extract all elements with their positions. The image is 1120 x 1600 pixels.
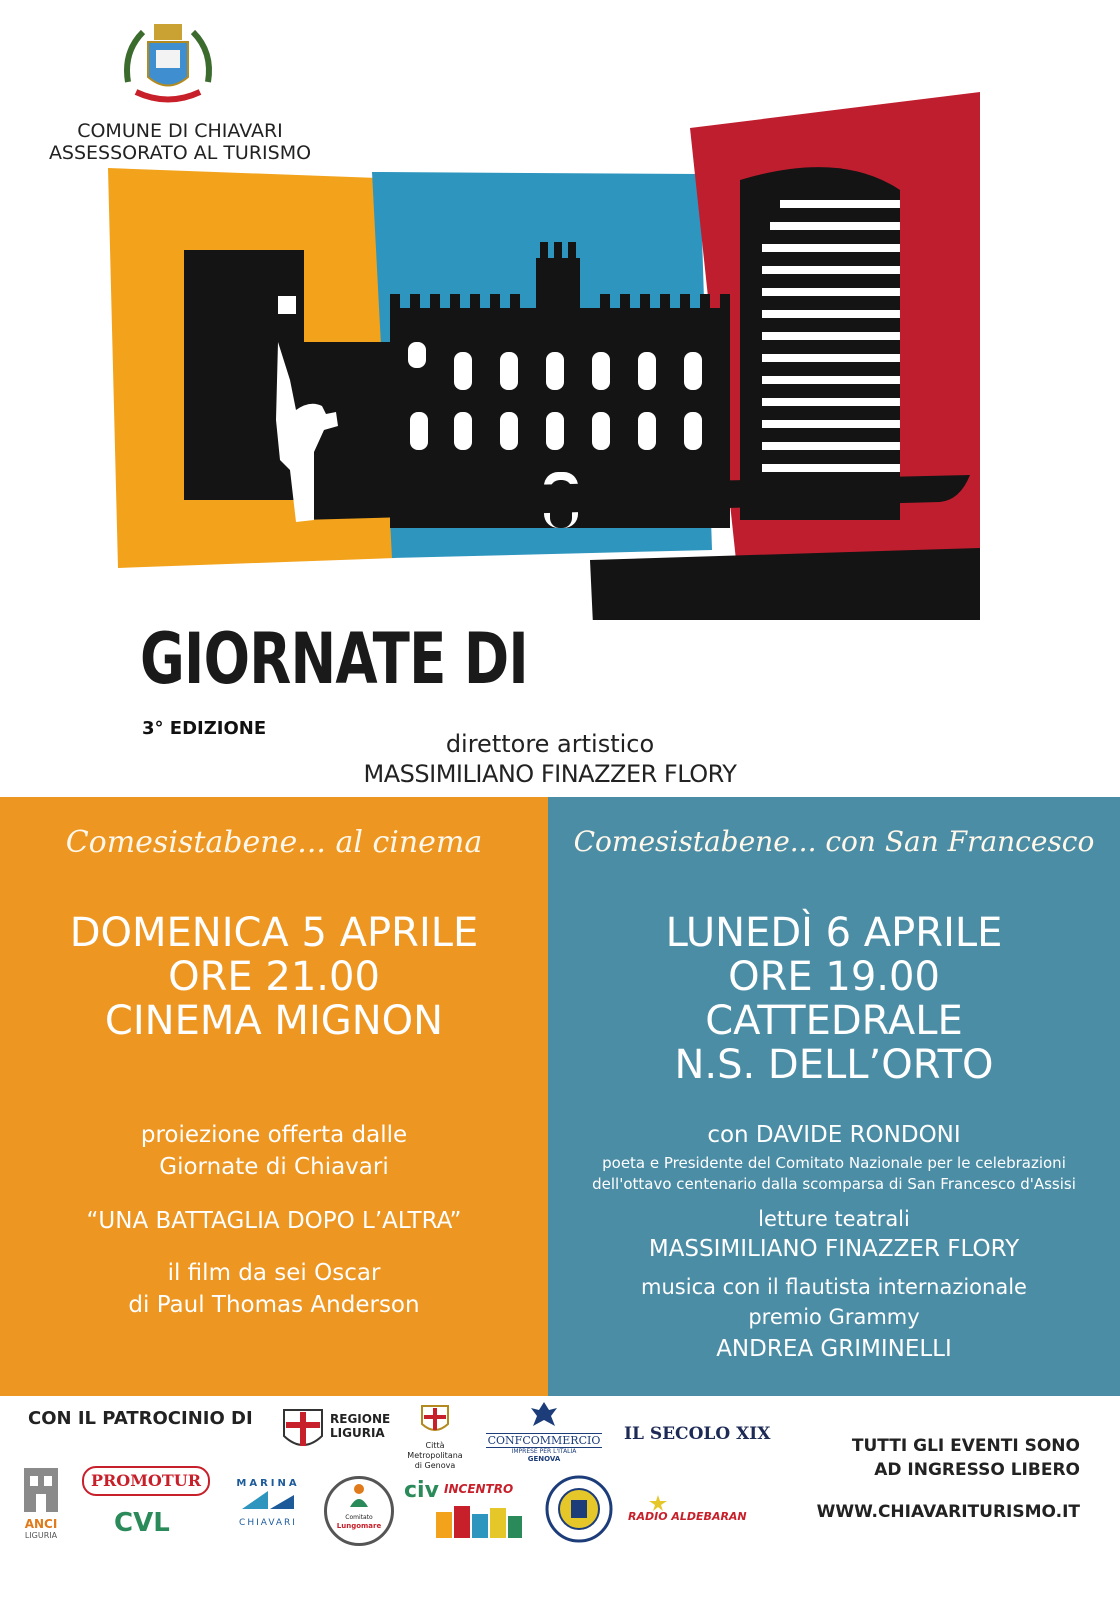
event-time: ORE 21.00 — [168, 954, 380, 1000]
event-date: DOMENICA 5 APRILE — [69, 910, 479, 956]
citta-metropolitana-logo: Città Metropolitana di Genova — [400, 1402, 470, 1464]
guest-desc-line: dell'ottavo centenario dalla scomparsa di San Francesco d'Assisi — [592, 1175, 1076, 1193]
festival-title — [130, 618, 990, 728]
edition-label: 3° EDIZIONE — [142, 718, 267, 739]
event-panel-san-francesco — [548, 797, 1120, 1396]
film-title: “UNA BATTAGLIA DOPO L’ALTRA” — [86, 1208, 462, 1234]
comitato-lungomare-logo: Comitato Lungomare — [324, 1476, 394, 1546]
guest-name: con DAVIDE RONDONI — [707, 1122, 961, 1148]
website-link[interactable]: WWW.CHIAVARITURISMO.IT — [816, 1502, 1080, 1522]
event-desc-line: Giornate di Chiavari — [159, 1154, 389, 1180]
event-time: ORE 19.00 — [728, 954, 940, 1000]
reading-label: letture teatrali — [758, 1207, 910, 1231]
radio-aldebaran-logo: RADIO ALDEBARAN — [628, 1494, 738, 1534]
anci-tower-icon — [20, 1462, 62, 1512]
sail-icon — [238, 1489, 298, 1513]
event-venue-line: CATTEDRALE — [705, 998, 963, 1044]
striped-skyscraper — [740, 167, 900, 520]
film-desc-line: di Paul Thomas Anderson — [128, 1292, 420, 1318]
event-date: LUNEDÌ 6 APRILE — [665, 910, 1003, 956]
title-banner — [590, 548, 980, 620]
marina-chiavari-logo: MARINA CHIAVARI — [236, 1478, 300, 1528]
societa-economica-seal-icon — [544, 1474, 614, 1544]
musician-name: ANDREA GRIMINELLI — [716, 1336, 952, 1362]
festival-logo-illustration — [100, 80, 1020, 620]
figure-icon — [344, 1483, 374, 1509]
event-venue: CINEMA MIGNON — [104, 998, 444, 1044]
event-venue-line: N.S. DELL’ORTO — [674, 1042, 994, 1088]
title-part-2: CHIAVARI — [602, 618, 884, 700]
citta-metropolitana-crest-icon — [418, 1402, 452, 1436]
eagle-icon — [529, 1400, 559, 1428]
music-desc-line: premio Grammy — [748, 1305, 920, 1329]
event-desc-line: proiezione offerta dalle — [140, 1122, 408, 1148]
patronage-label: CON IL PATROCINIO DI — [28, 1408, 253, 1429]
series-title-cinema: Comesistabene... al cinema — [65, 825, 483, 860]
title-part-1: GIORNATE DI — [140, 618, 528, 700]
confcommercio-logo: CONFCOMMERCIO IMPRESE PER L'ITALIA GENOVA — [486, 1400, 602, 1466]
il-secolo-xix-logo: IL SECOLO XIX — [624, 1424, 771, 1444]
reader-name: MASSIMILIANO FINAZZER FLORY — [648, 1236, 1020, 1262]
music-desc-line: musica con il flautista internazionale — [641, 1275, 1027, 1299]
civ-incentro-logo: civ INCENTRO — [404, 1478, 530, 1540]
event-panel-cinema — [0, 797, 548, 1396]
free-entry-notice: TUTTI GLI EVENTI SONO AD INGRESSO LIBERO — [851, 1436, 1080, 1480]
anci-liguria-logo: ANCI LIGURIA — [20, 1462, 62, 1542]
org-name: COMUNE DI CHIAVARI — [77, 120, 283, 142]
regione-liguria-text: REGIONE LIGURIA — [330, 1412, 391, 1440]
series-title-san-francesco: Comesistabene... con San Francesco — [573, 825, 1095, 858]
director-name: MASSIMILIANO FINAZZER FLORY — [363, 760, 737, 788]
regione-liguria-shield-icon — [282, 1408, 324, 1454]
cvl-logo: CVL — [114, 1508, 170, 1538]
regione-liguria-logo — [282, 1404, 392, 1454]
film-desc-line: il film da sei Oscar — [167, 1260, 381, 1286]
org-department: ASSESSORATO AL TURISMO — [48, 142, 312, 164]
houses-icon — [434, 1502, 524, 1538]
promotur-logo: PROMOTUR — [82, 1466, 210, 1496]
director-label: direttore artistico — [445, 730, 655, 758]
guest-desc-line: poeta e Presidente del Comitato Nazionale per le celebrazioni — [602, 1154, 1066, 1172]
